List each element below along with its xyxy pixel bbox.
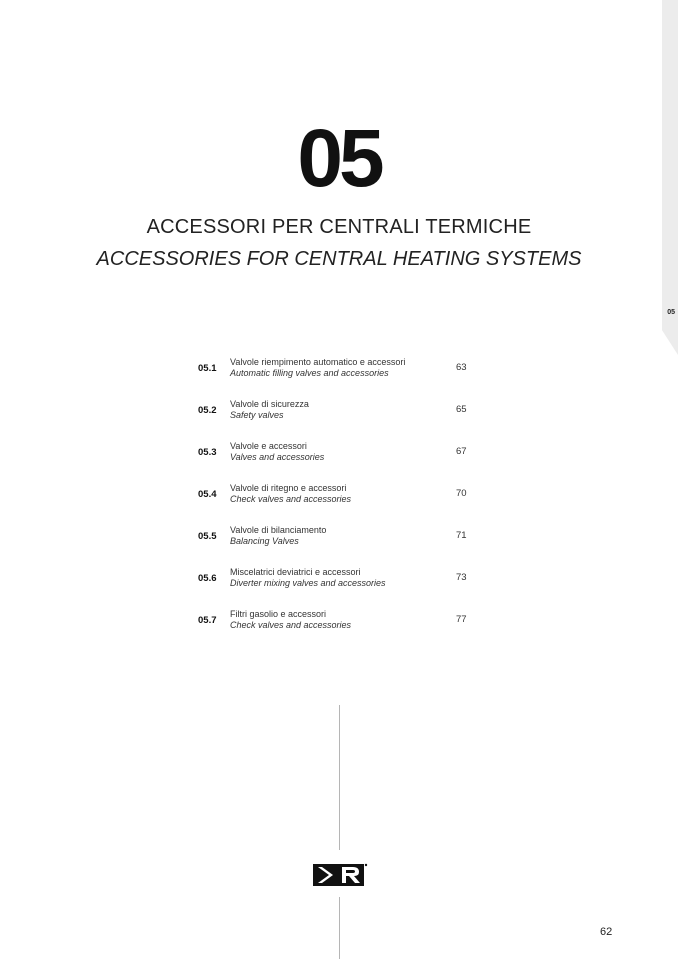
- vertical-divider-bottom: [339, 897, 340, 959]
- toc-section-number: 05.2: [198, 405, 217, 416]
- toc-section-number: 05.1: [198, 363, 217, 374]
- toc-entry[interactable]: [198, 608, 478, 650]
- toc-title-english: Automatic filling valves and accessories: [230, 368, 389, 378]
- toc-title-english: Safety valves: [230, 410, 284, 420]
- toc-title-english: Balancing Valves: [230, 536, 299, 546]
- toc-page-number: 63: [456, 362, 467, 373]
- toc-page-number: 73: [456, 572, 467, 583]
- toc-section-number: 05.3: [198, 447, 217, 458]
- chapter-title-italian: ACCESSORI PER CENTRALI TERMICHE: [146, 216, 532, 238]
- toc-section-number: 05.7: [198, 615, 217, 626]
- chapter-number: 05: [297, 113, 381, 204]
- toc-title-english: Check valves and accessories: [230, 620, 352, 630]
- toc-title-italian: Valvole di sicurezza: [230, 399, 309, 409]
- toc-section-number: 05.5: [198, 531, 217, 542]
- toc-page-number: 71: [456, 530, 467, 541]
- brand-logo: [313, 862, 368, 888]
- toc-page-number: 65: [456, 404, 467, 415]
- toc-title-italian: Valvole e accessori: [230, 441, 307, 451]
- toc-page-number: 67: [456, 446, 467, 457]
- toc-entry[interactable]: [198, 398, 478, 440]
- toc-section-number: 05.6: [198, 573, 217, 584]
- chapter-title-english: ACCESSORIES FOR CENTRAL HEATING SYSTEMS: [96, 248, 582, 270]
- toc-entry[interactable]: [198, 524, 478, 566]
- toc-section-number: 05.4: [198, 489, 217, 500]
- toc-page-number: 77: [456, 614, 467, 625]
- toc-title-english: Check valves and accessories: [230, 494, 352, 504]
- toc-page-number: 70: [456, 488, 467, 499]
- side-tab-label: 05: [667, 309, 675, 316]
- toc-entry[interactable]: [198, 566, 478, 608]
- toc-title-english: Valves and accessories: [230, 452, 325, 462]
- toc-title-italian: Miscelatrici deviatrici e accessori: [230, 567, 361, 577]
- toc-title-italian: Filtri gasolio e accessori: [230, 609, 327, 619]
- toc-title-italian: Valvole di bilanciamento: [230, 525, 327, 535]
- toc-entry[interactable]: [198, 482, 478, 524]
- toc-entry[interactable]: [198, 356, 478, 398]
- toc-title-italian: Valvole di ritegno e accessori: [230, 483, 347, 493]
- toc-title-italian: Valvole riempimento automatico e accessori: [230, 357, 406, 367]
- table-of-contents: [198, 356, 478, 650]
- page-number: 62: [600, 926, 613, 938]
- toc-title-english: Diverter mixing valves and accessories: [230, 578, 386, 588]
- toc-entry[interactable]: [198, 440, 478, 482]
- vertical-divider-top: [339, 705, 340, 850]
